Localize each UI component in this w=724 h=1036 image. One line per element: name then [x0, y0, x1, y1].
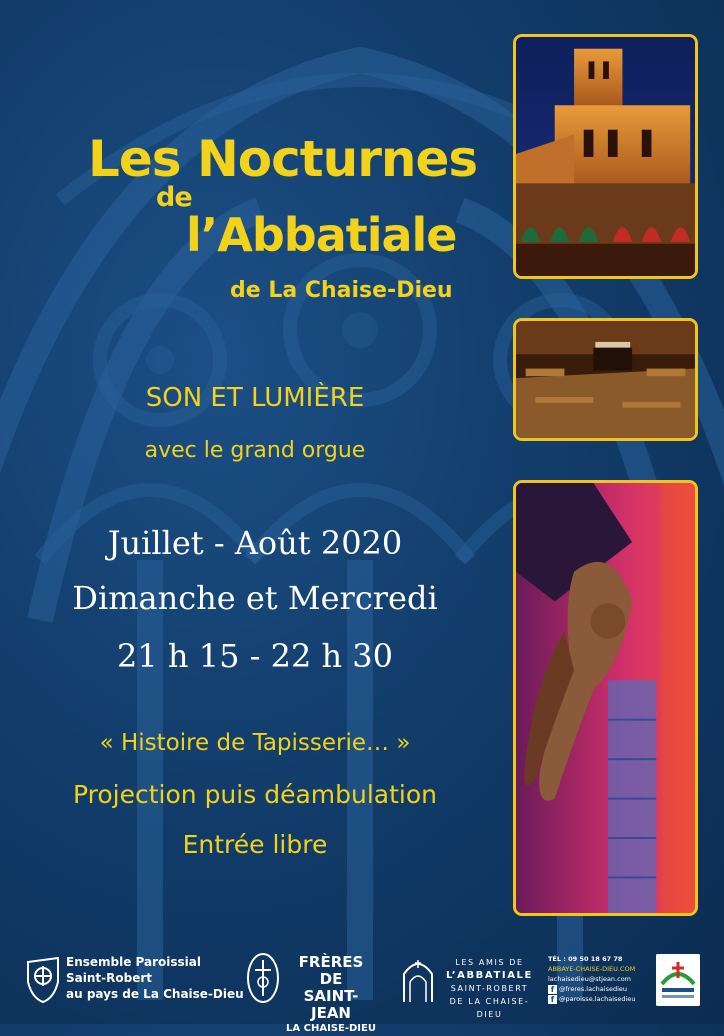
- abbey-exterior-night-photo: [513, 34, 698, 279]
- brothers-line3: LA CHAISE-DIEU: [286, 1023, 376, 1034]
- brothers-line1: FRÈRES DE: [298, 953, 364, 988]
- contact-email[interactable]: lachaisedieu@stjean.com: [548, 975, 631, 983]
- facebook-row-1: [548, 984, 635, 994]
- event-type: SON ET LUMIÈRE: [145, 383, 365, 413]
- saint-jean-emblem-icon: [246, 952, 280, 1004]
- friends-line2: L’ABBATIALE: [446, 970, 533, 981]
- poster-title-location: de La Chaise-Dieu: [230, 278, 453, 303]
- parish-logo-text: [66, 954, 244, 1002]
- brothers-line2: SAINT-JEAN: [303, 987, 359, 1022]
- contact-website[interactable]: ABBAYE-CHAISE-DIEU.COM: [548, 965, 636, 973]
- event-hours: 21 h 15 - 22 h 30: [117, 637, 393, 675]
- facebook-icon: f: [548, 985, 557, 994]
- parish-line1: Ensemble Paroissial: [66, 955, 201, 969]
- friends-line1: LES AMIS DE: [455, 958, 524, 967]
- facebook-icon: f: [548, 995, 557, 1004]
- parish-line2: Saint-Robert: [66, 971, 152, 985]
- friends-line3: SAINT-ROBERT: [450, 984, 529, 993]
- abbey-arch-icon: [400, 954, 436, 1004]
- choir-stalls-photo: [513, 318, 698, 441]
- event-dates: Juillet - Août 2020: [107, 524, 403, 562]
- event-subtitle: avec le grand orgue: [144, 438, 366, 463]
- facebook-row-2: [548, 994, 635, 1004]
- footer-logos: [0, 940, 724, 1034]
- friends-line4: DE LA CHAISE-DIEU: [449, 997, 530, 1019]
- contact-phone: TÉL : 09 50 18 67 78: [548, 955, 623, 963]
- event-entry: Entrée libre: [182, 830, 328, 859]
- show-title: « Histoire de Tapisserie… »: [99, 730, 411, 756]
- event-program: Projection puis déambulation: [73, 780, 437, 809]
- angel-sculpture-photo: [513, 480, 698, 916]
- contact-facebook1[interactable]: @freres.lachaisedieu: [559, 985, 628, 993]
- event-days: Dimanche et Mercredi: [72, 579, 438, 617]
- contact-facebook2[interactable]: @paroisse.lachaisedieu: [559, 995, 636, 1003]
- poster-title-line2: de: [156, 182, 192, 213]
- parish-shield-icon: [24, 952, 62, 1004]
- friends-logo-text: [442, 956, 537, 1021]
- poster-title-line1: Les Nocturnes: [88, 130, 478, 188]
- poster-title-line3: l’Abbatiale: [186, 208, 457, 262]
- parish-line3: au pays de La Chaise-Dieu: [66, 987, 244, 1001]
- diocese-logo-icon: [656, 954, 700, 1006]
- contact-info: [548, 954, 635, 1004]
